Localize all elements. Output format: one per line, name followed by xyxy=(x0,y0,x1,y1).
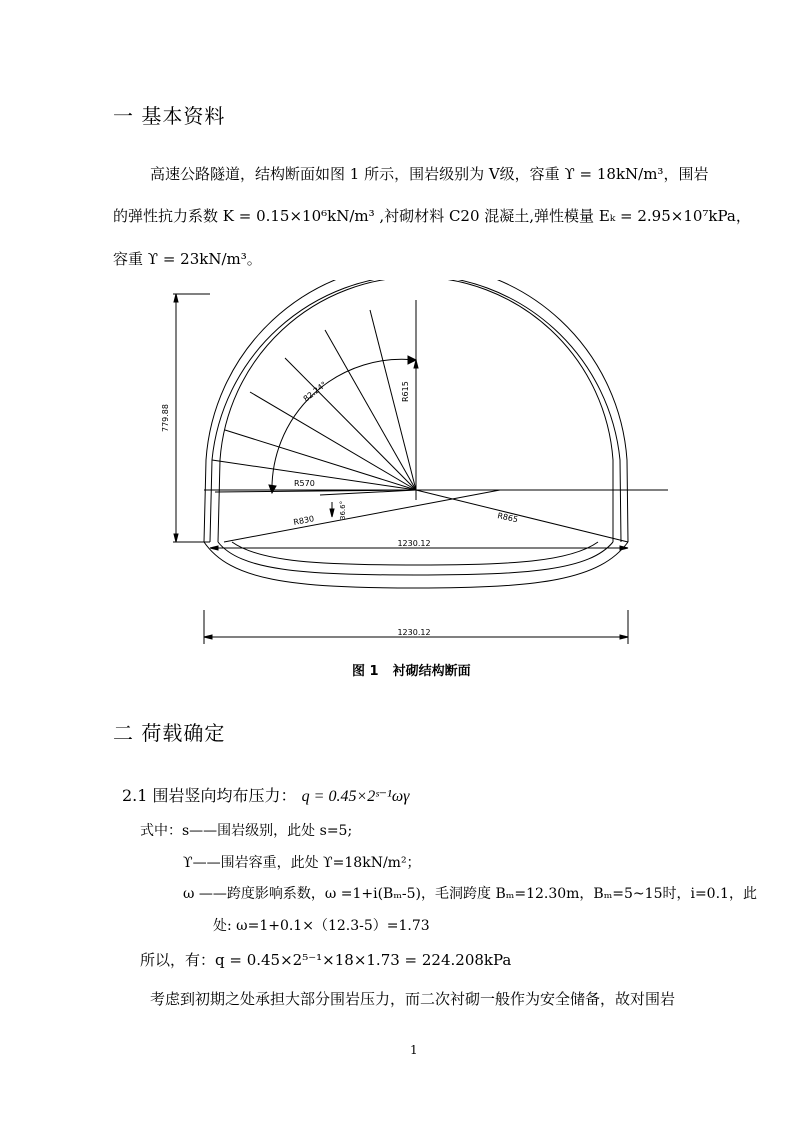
last-line: 考虑到初期之处承担大部分围岩压力，而二次衬砌一般作为安全储备，故对围岩 xyxy=(150,990,676,1008)
page-number: 1 xyxy=(410,1043,418,1057)
lining-section-figure xyxy=(0,280,794,680)
section-1-title: 一 基本资料 xyxy=(113,104,226,128)
subsection-2-1-heading: 2.1 围岩竖向均布压力： xyxy=(122,786,297,805)
r570-label: R570 xyxy=(294,479,315,488)
where-s: 式中：s——围岩级别，此处 s=5; xyxy=(140,823,353,839)
formula-q: q = 0.45×2ˢ⁻¹ωγ xyxy=(301,788,410,805)
where-gamma: ϒ——围岩容重，此处 ϒ=18kN/m²； xyxy=(183,855,421,871)
figure-caption-text: 衬砌结构断面 xyxy=(392,664,471,679)
subsection-2-1-title xyxy=(122,783,409,806)
r830-label: R830 xyxy=(292,514,315,527)
angle-label: 82.24° xyxy=(301,379,329,404)
result-line: 所以，有：q = 0.45×2⁵⁻¹×18×1.73 = 224.208kPa xyxy=(140,951,512,969)
where-omega-calc: 处: ω=1+0.1×（12.3-5）=1.73 xyxy=(213,918,430,934)
width-outer-label: 1230.12 xyxy=(397,628,431,637)
intro-line-2: 的弹性抗力系数 K = 0.15×10⁶kN/m³ ,衬砌材料 C20 混凝土,弹性模量 Eₖ = 2.95×10⁷kPa， xyxy=(113,207,751,225)
angle2-label: 36.6° xyxy=(339,500,347,520)
figure-caption xyxy=(352,660,485,679)
figure-caption-number: 图 1 xyxy=(352,664,379,679)
intro-line-1: 高速公路隧道，结构断面如图 1 所示，围岩级别为 Ⅴ级，容重 ϒ = 18kN/m³，围岩 xyxy=(150,165,709,183)
where-omega: ω ——跨度影响系数，ω =1+i(Bₘ-5)，毛洞跨度 Bₘ=12.30m，Bₘ=5~15时，i=0.1，此 xyxy=(183,886,757,902)
section-2-title: 二 荷载确定 xyxy=(113,721,226,745)
r615-label: R615 xyxy=(401,381,410,402)
intro-line-3: 容重 ϒ = 23kN/m³。 xyxy=(113,250,262,268)
width-inner-label: 1230.12 xyxy=(397,539,431,548)
height-label: 779.88 xyxy=(161,404,170,432)
r865-label: R865 xyxy=(496,511,519,525)
